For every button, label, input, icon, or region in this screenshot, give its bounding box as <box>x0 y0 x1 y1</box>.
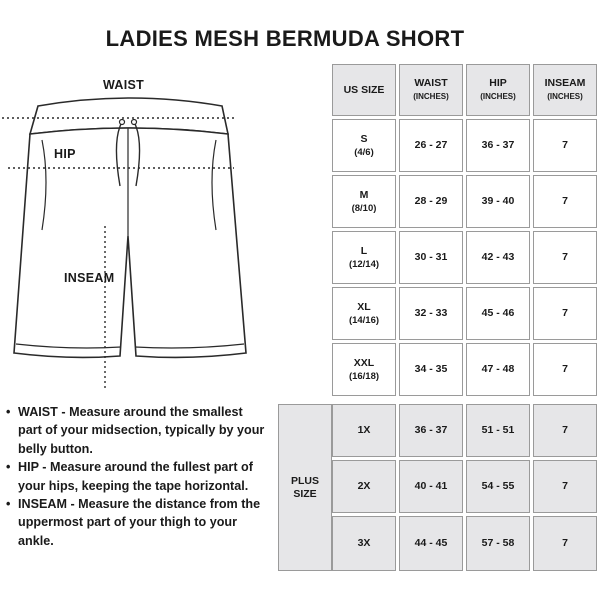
inseam-cell: 7 <box>533 231 597 284</box>
header-inseam <box>533 64 597 116</box>
size-numeric: (4/6) <box>354 146 374 158</box>
size-cell: 2X <box>332 460 396 513</box>
instruction-text: - Measure around the smallest part of your midsection, typically by your belly button. <box>18 405 265 456</box>
header-hip <box>466 64 530 116</box>
inseam-cell: 7 <box>533 343 597 396</box>
instruction-text: - Measure the distance from the uppermost part of your thigh to your ankle. <box>18 497 261 548</box>
hip-cell: 51 - 51 <box>466 404 530 457</box>
header-label: INSEAM <box>544 77 586 89</box>
waist-cell: 30 - 31 <box>399 231 463 284</box>
inseam-cell: 7 <box>533 175 597 228</box>
header-waist <box>399 64 463 116</box>
hip-cell: 54 - 55 <box>466 460 530 513</box>
size-label: L <box>360 244 368 257</box>
plus-size-label <box>278 404 332 571</box>
measurement-instructions <box>6 403 268 550</box>
instruction-inseam <box>6 495 268 550</box>
size-cell <box>332 119 396 172</box>
page-title: LADIES MESH BERMUDA SHORT <box>105 26 465 51</box>
header-unit: (INCHES) <box>480 92 516 101</box>
waist-cell: 26 - 27 <box>399 119 463 172</box>
size-numeric: (8/10) <box>351 202 377 214</box>
header-label: WAIST <box>414 77 448 89</box>
inseam-label: INSEAM <box>64 271 115 285</box>
instruction-waist <box>6 403 268 458</box>
waist-cell: 28 - 29 <box>399 175 463 228</box>
size-cell <box>332 175 396 228</box>
hip-cell: 36 - 37 <box>466 119 530 172</box>
size-numeric: (12/14) <box>348 258 380 270</box>
waist-label: WAIST <box>103 78 145 92</box>
size-cell: 3X <box>332 516 396 571</box>
instruction-term: HIP <box>18 460 39 475</box>
inseam-cell: 7 <box>533 460 597 513</box>
size-chart-table <box>278 64 600 574</box>
waist-cell: 44 - 45 <box>399 516 463 571</box>
instruction-term: WAIST <box>18 405 58 419</box>
size-numeric: (14/16) <box>348 314 380 326</box>
size-label: XXL <box>353 356 375 369</box>
waist-cell: 40 - 41 <box>399 460 463 513</box>
instruction-text: - Measure around the fullest part of your hips, keeping the tape horizontal. <box>18 460 253 493</box>
size-label: XL <box>357 300 371 313</box>
instruction-hip <box>6 458 268 495</box>
hip-label: HIP <box>54 147 76 161</box>
size-label: S <box>360 132 368 145</box>
inseam-cell: 7 <box>533 516 597 571</box>
hip-cell: 39 - 40 <box>466 175 530 228</box>
plus-label-line: PLUS <box>290 474 319 487</box>
header-unit: (INCHES) <box>547 92 583 101</box>
size-cell <box>332 287 396 340</box>
size-label: M <box>359 188 369 201</box>
waist-cell: 34 - 35 <box>399 343 463 396</box>
plus-label-line: SIZE <box>293 487 317 500</box>
header-unit: (INCHES) <box>413 92 449 101</box>
size-cell: 1X <box>332 404 396 457</box>
hip-cell: 47 - 48 <box>466 343 530 396</box>
hip-cell: 42 - 43 <box>466 231 530 284</box>
hip-cell: 57 - 58 <box>466 516 530 571</box>
inseam-cell: 7 <box>533 287 597 340</box>
size-cell <box>332 231 396 284</box>
shorts-illustration <box>0 70 270 400</box>
header-us-size <box>332 64 396 116</box>
inseam-cell: 7 <box>533 404 597 457</box>
waist-cell: 36 - 37 <box>399 404 463 457</box>
header-label: US SIZE <box>343 83 385 96</box>
hip-cell: 45 - 46 <box>466 287 530 340</box>
size-cell <box>332 343 396 396</box>
inseam-cell: 7 <box>533 119 597 172</box>
instruction-term: INSEAM <box>18 497 67 512</box>
shorts-diagram <box>0 70 270 400</box>
waist-cell: 32 - 33 <box>399 287 463 340</box>
size-numeric: (16/18) <box>348 370 380 382</box>
header-label: HIP <box>489 77 507 89</box>
